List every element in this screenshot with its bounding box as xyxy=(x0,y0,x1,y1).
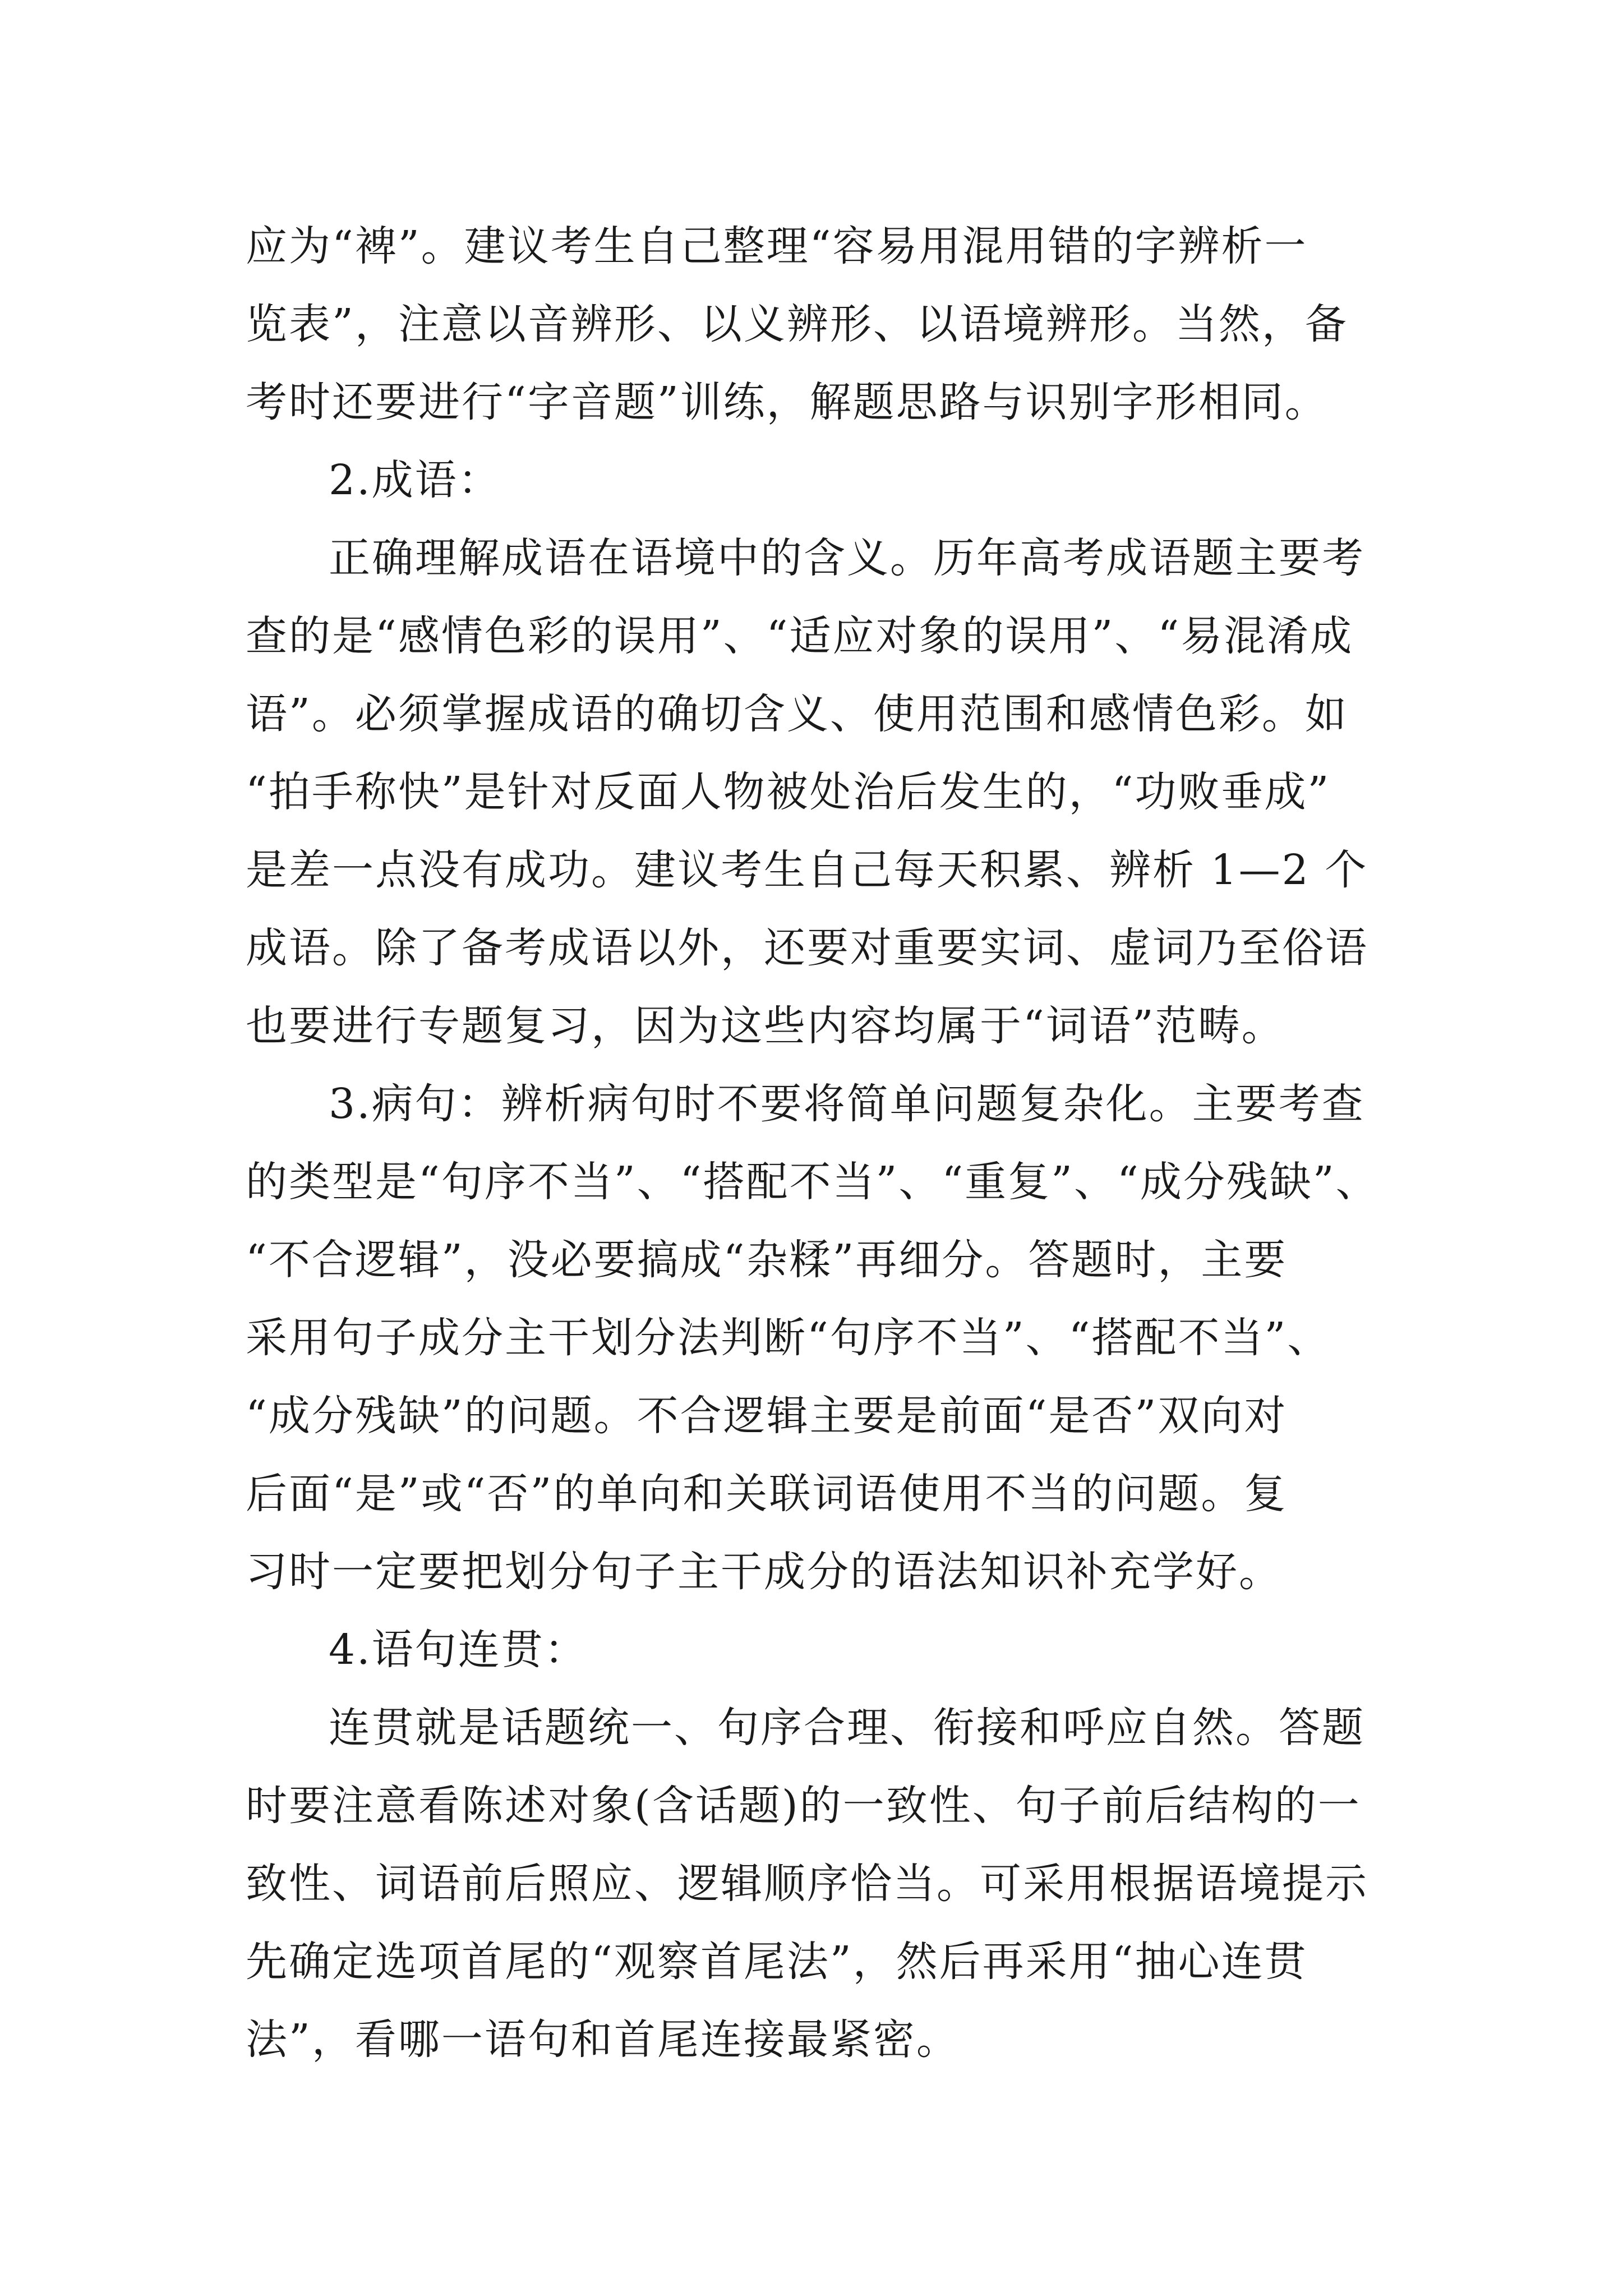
text-line: 考时还要进行“字音题”训练，解题思路与识别字形相同。 xyxy=(246,378,1328,426)
text-line: 先确定选项首尾的“观察首尾法”，然后再采用“抽心连贯 xyxy=(246,1938,1308,1986)
text-line: 正确理解成语在语境中的含义。历年高考成语题主要考 xyxy=(329,534,1365,582)
text-line: 后面“是”或“否”的单向和关联词语使用不当的问题。复 xyxy=(246,1470,1288,1518)
section-heading-lianguan xyxy=(246,1611,1373,1689)
paragraph-chengyu xyxy=(246,519,1373,1065)
paragraph-bingju xyxy=(246,1065,1379,1611)
paragraph-lianguan xyxy=(246,1689,1373,2079)
text-line: 也要进行专题复习，因为这些内容均属于“词语”范畴。 xyxy=(246,1002,1285,1050)
paragraph-zixing-summary xyxy=(246,208,1373,441)
text-line: “不合逻辑”，没必要搞成“杂糅”再细分。答题时，主要 xyxy=(246,1236,1288,1284)
heading-text: 2.成语： xyxy=(329,456,501,504)
text-line: 的类型是“句序不当”、“搭配不当”、“重复”、“成分残缺”、 xyxy=(246,1158,1379,1206)
text-line: 法”，看哪一语句和首尾连接最紧密。 xyxy=(246,2016,960,2064)
text-line: 语”。必须掌握成语的确切含义、使用范围和感情色彩。如 xyxy=(246,690,1348,738)
text-line: 览表”，注意以音辨形、以义辨形、以语境辨形。当然，备 xyxy=(246,300,1348,348)
heading-text: 4.语句连贯： xyxy=(329,1626,588,1674)
text-line: 成语。除了备考成语以外，还要对重要实词、虚词乃至俗语 xyxy=(246,924,1368,972)
document-body xyxy=(246,208,1379,2079)
text-line: 时要注意看陈述对象(含话题)的一致性、句子前后结构的一 xyxy=(246,1782,1361,1830)
section-heading-chengyu xyxy=(246,441,1373,519)
text-line: 习时一定要把划分句子主干成分的语法知识补充学好。 xyxy=(246,1548,1282,1596)
text-line: 连贯就是话题统一、句序合理、衔接和呼应自然。答题 xyxy=(329,1704,1365,1752)
text-line: 查的是“感情色彩的误用”、“适应对象的误用”、“易混淆成 xyxy=(246,612,1354,660)
text-line: 是差一点没有成功。建议考生自己每天积累、辨析 1—2 个 xyxy=(246,846,1368,894)
text-line: 3.病句：辨析病句时不要将简单问题复杂化。主要考查 xyxy=(329,1080,1365,1128)
text-line: 应为“裨”。建议考生自己整理“容易用混用错的字辨析一 xyxy=(246,222,1308,270)
text-line: “拍手称快”是针对反面人物被处治后发生的，“功败垂成” xyxy=(246,768,1331,816)
text-line: 致性、词语前后照应、逻辑顺序恰当。可采用根据语境提示 xyxy=(246,1860,1368,1908)
text-line: “成分残缺”的问题。不合逻辑主要是前面“是否”双向对 xyxy=(246,1392,1288,1440)
text-line: 采用句子成分主干划分法判断“句序不当”、“搭配不当”、 xyxy=(246,1314,1331,1362)
